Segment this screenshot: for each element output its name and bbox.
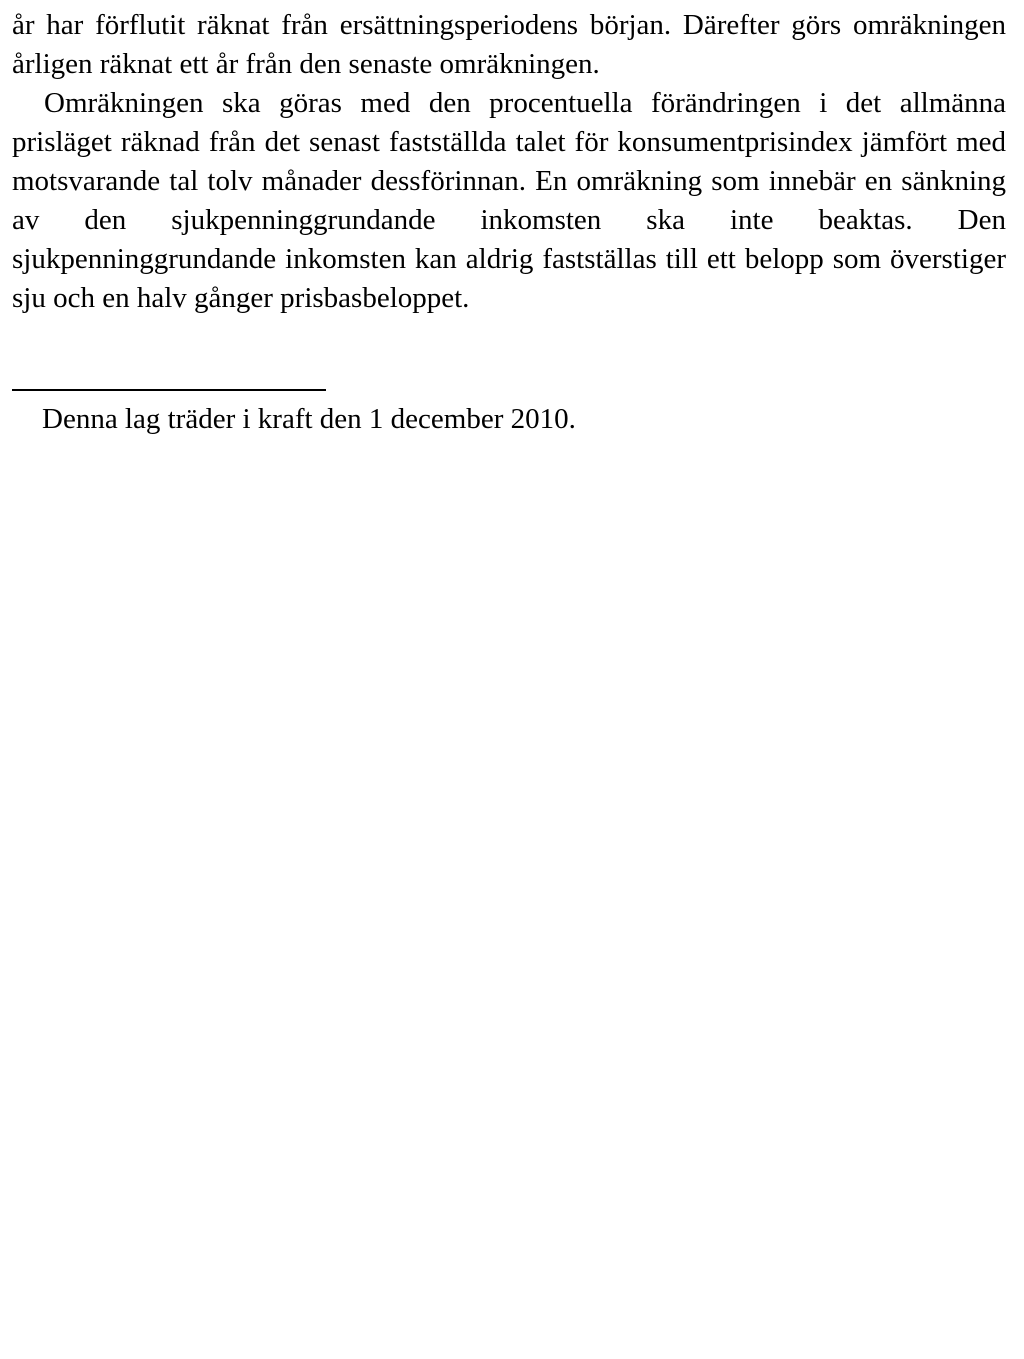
body-text [12, 6, 1006, 318]
effective-date-note: Denna lag träder i kraft den 1 december 2010. [42, 403, 576, 435]
footnote-divider [12, 389, 326, 391]
paragraph-continuation: år har förflutit räknat från ersättningsperiodens början. Därefter görs omräkningen årligen räknat ett år från den senaste omräkningen. [12, 9, 1006, 80]
paragraph-omrakning: Omräkningen ska göras med den procentuella förändringen i det allmänna prisläget räknad från det senast fastställda talet för konsumentprisindex jämfört med motsvarande tal tolv månader dessförinnan. En omräkning som innebär en sänkning av den sjukpenninggrundande inkomsten ska inte beaktas. Den sjukpenninggrundande inkomsten kan aldrig fastställas till ett belopp som överstiger sju och en halv gånger prisbasbeloppet. [12, 87, 1006, 314]
